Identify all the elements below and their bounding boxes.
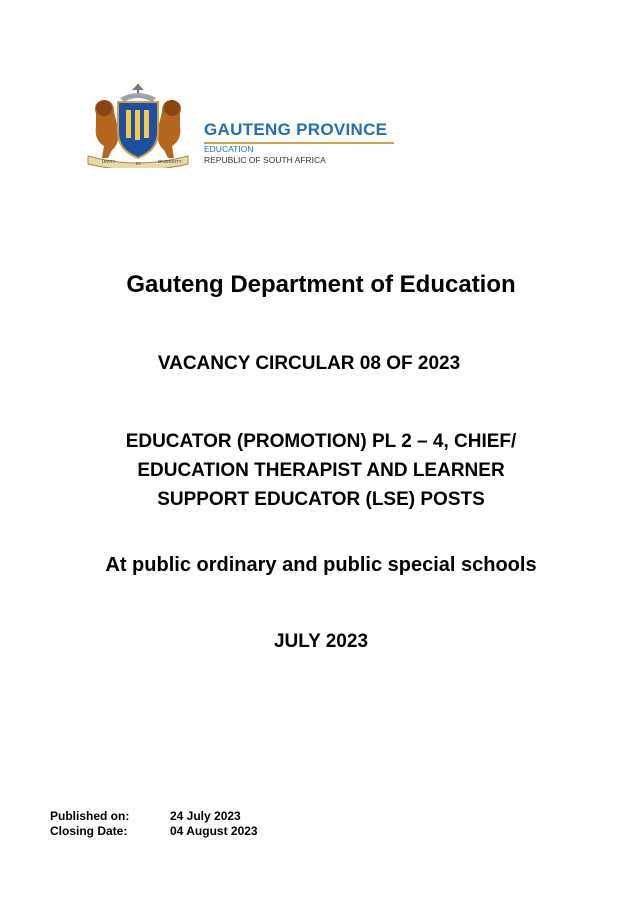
department-short: EDUCATION [204, 144, 254, 154]
dates-block [50, 809, 258, 839]
country-name: REPUBLIC OF SOUTH AFRICA [204, 155, 326, 165]
posts-heading [0, 427, 642, 514]
svg-text:UNITY: UNITY [102, 159, 116, 164]
brand-text [204, 120, 394, 166]
published-row [50, 809, 258, 824]
published-value: 24 July 2023 [170, 809, 241, 823]
posts-line: EDUCATION THERAPIST AND LEARNER [137, 460, 505, 481]
svg-text:IN: IN [136, 161, 141, 166]
posts-line: EDUCATOR (PROMOTION) PL 2 – 4, CHIEF/ [125, 431, 517, 452]
closing-row [50, 824, 258, 839]
published-label: Published on: [50, 809, 130, 823]
posts-line: SUPPORT EDUCATOR (LSE) POSTS [157, 489, 485, 510]
closing-value: 04 August 2023 [170, 824, 258, 838]
schools-subtitle: At public ordinary and public special schools [105, 554, 537, 576]
issue-month: JULY 2023 [273, 631, 369, 652]
svg-text:DIVERSITY: DIVERSITY [158, 159, 182, 164]
circular-title: VACANCY CIRCULAR 08 OF 2023 [157, 353, 461, 374]
department-title: Gauteng Department of Education [126, 271, 516, 298]
gauteng-logo [82, 84, 402, 174]
coat-of-arms-icon [82, 84, 194, 168]
province-name: GAUTENG PROVINCE [204, 120, 388, 139]
closing-label: Closing Date: [50, 824, 128, 838]
